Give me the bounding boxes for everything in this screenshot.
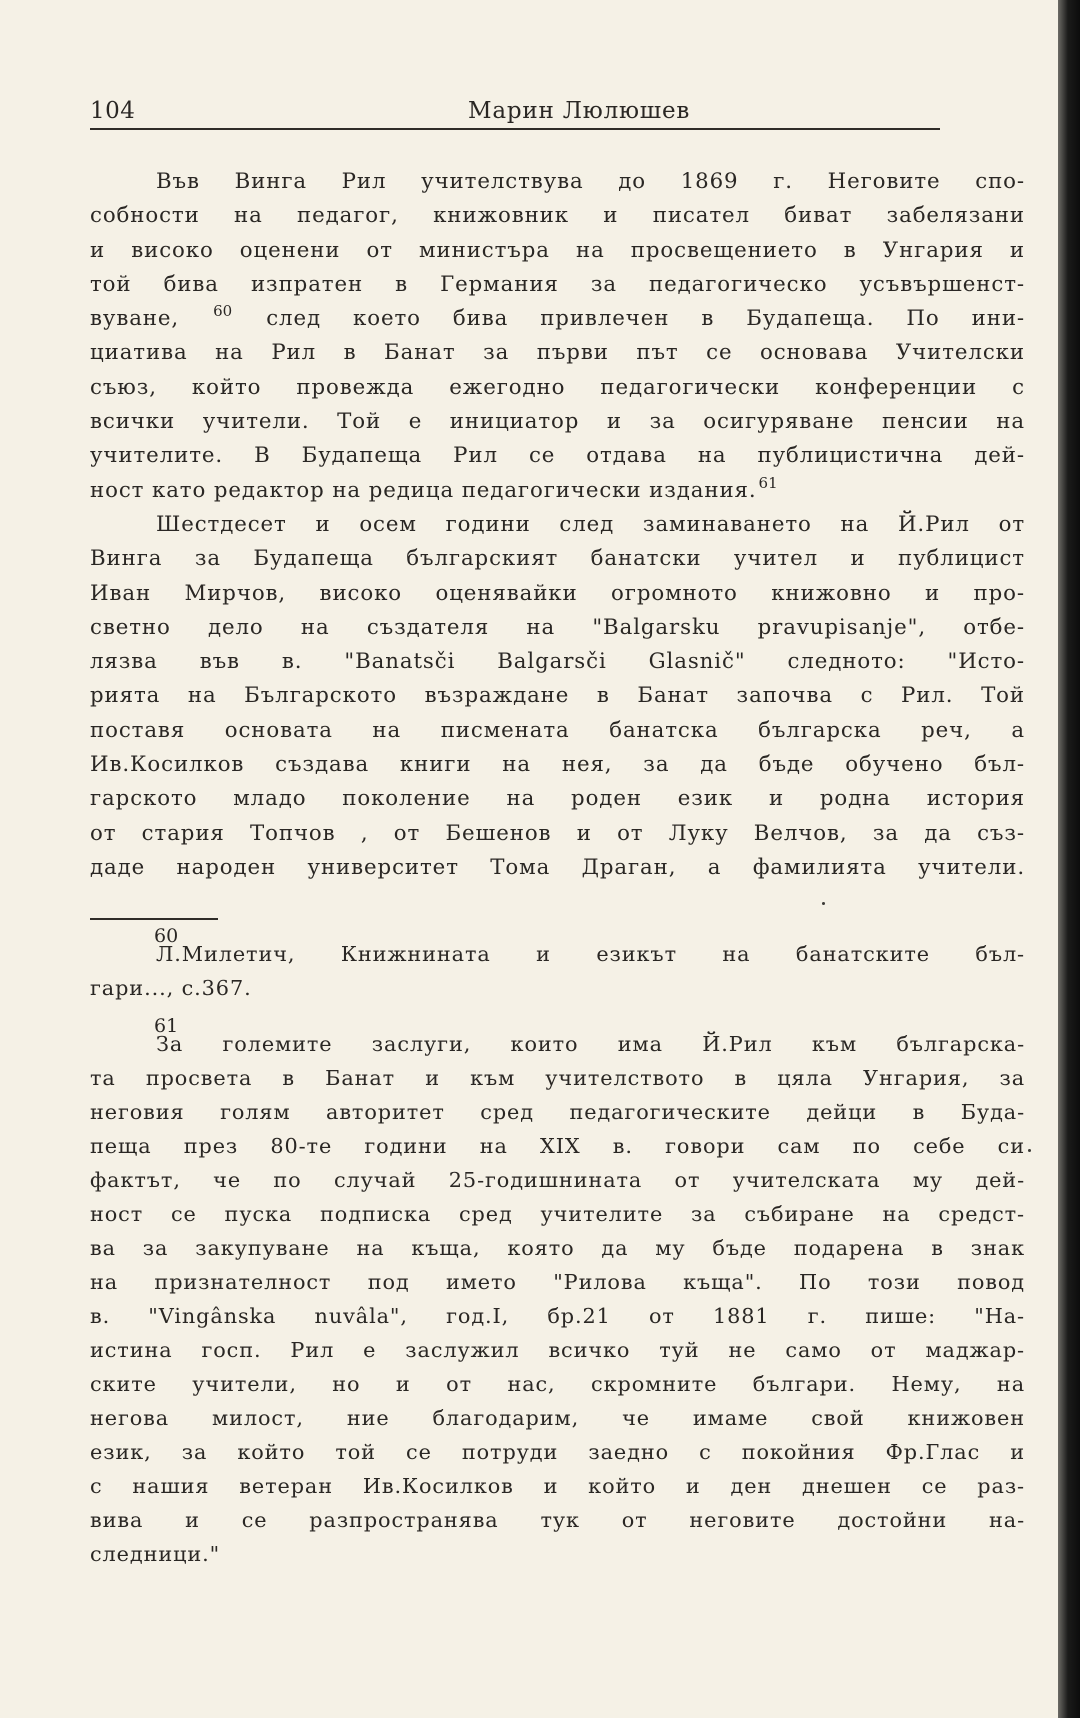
footnote-number: 61 bbox=[154, 1015, 179, 1037]
print-speck bbox=[1028, 1149, 1031, 1152]
text-line: лязва във в. "Banatsči Balgarsči Glasnič" следното: "Исто- bbox=[90, 649, 1025, 675]
footnote-line: Л.Милетич, Книжнината и езикът на банатските бъл- bbox=[156, 942, 1025, 966]
main-text bbox=[90, 165, 1025, 885]
footnote-line: ските учители, но и от нас, скромните българи. Нему, на bbox=[90, 1372, 1025, 1396]
text-line: и високо оценени от министъра на просвещението в Унгария и bbox=[90, 237, 1025, 263]
page-number: 104 bbox=[90, 98, 136, 124]
footnote-line: та просвета в Банат и към учителството в цяла Унгария, за bbox=[90, 1066, 1025, 1090]
text-line: Иван Мирчов, високо оценявайки огромното книжовно и про- bbox=[90, 580, 1025, 606]
text-line: Винга за Будапеща българският банатски учител и публицист bbox=[90, 546, 1025, 572]
footnote-line: истина госп. Рил е заслужил всичко туй не само от маджар- bbox=[90, 1338, 1025, 1362]
text-line: той бива изпратен в Германия за педагогическо усъвършенст- bbox=[90, 271, 1025, 297]
footnote-line: негова милост, ние благодарим, че имаме свой книжовен bbox=[90, 1406, 1025, 1430]
footnote-line: на признателност под името "Рилова къща". По този повод bbox=[90, 1270, 1025, 1294]
footnote-61 bbox=[90, 1015, 1025, 1571]
page-header bbox=[90, 96, 940, 130]
footnote-60 bbox=[90, 925, 1025, 1005]
text-line-with-note bbox=[90, 474, 1025, 508]
text-line: собности на педагог, книжовник и писател биват забелязани bbox=[90, 203, 1025, 229]
text-line: Във Винга Рил учителствува до 1869 г. Неговите спо- bbox=[156, 169, 1025, 194]
footnote-line: ва за закупуване на къща, която да му бъде подарена в знак bbox=[90, 1236, 1025, 1260]
text-line: Ив.Косилков създава книги на нея, за да бъде обучено бъл- bbox=[90, 752, 1025, 778]
text-line: съюз, който провежда ежегодно педагогически конференции с bbox=[90, 374, 1025, 400]
text-fragment: ност като редактор на редица педагогически издания. bbox=[90, 477, 757, 503]
footnote-line: вива и се разпространява тук от неговите достойни на- bbox=[90, 1508, 1025, 1532]
footnote-line: гари..., с.367. bbox=[90, 976, 252, 1000]
footnote-line: с нашия ветеран Ив.Косилков и който и ден днешен се раз- bbox=[90, 1474, 1025, 1498]
book-spine-shadow bbox=[1058, 0, 1080, 1718]
text-line: всички учители. Той е инициатор и за осигуряване пенсии на bbox=[90, 409, 1025, 435]
footnote-line: За големите заслуги, които има Й.Рил към българска- bbox=[156, 1032, 1025, 1056]
print-speck bbox=[822, 902, 825, 905]
footnote-line: пеща през 80-те години на XIX в. говори сам по себе си bbox=[90, 1134, 1025, 1158]
text-line: даде народен университет Тома Драган, а фамилията учители. bbox=[90, 854, 1025, 880]
text-line-with-note bbox=[90, 302, 1025, 336]
text-line: гарското младо поколение на роден език и родна история bbox=[90, 786, 1025, 812]
text-line: от стария Топчов , от Бешенов и от Луку Велчов, за да съз- bbox=[90, 820, 1025, 846]
footnote-line: в. "Vingânska nuvâla", год.I, бр.21 от 1881 г. пише: "На- bbox=[90, 1304, 1025, 1328]
text-fragment: след което бива привлечен в Будапеща. По ини- bbox=[266, 306, 1026, 332]
text-line: светно дело на създателя на "Balgarsku pravupisanje", отбе- bbox=[90, 614, 1025, 640]
text-line: Шестдесет и осем години след заминаването на Й.Рил от bbox=[156, 511, 1025, 537]
text-line: циатива на Рил в Банат за първи път се основава Учителски bbox=[90, 340, 1025, 366]
footnotes bbox=[90, 925, 1025, 1571]
text-fragment: вуване, bbox=[90, 306, 180, 332]
footnote-line: език, за който той се потруди заедно с покойния Фр.Глас и bbox=[90, 1440, 1025, 1464]
text-line: поставя основата на писмената банатска българска реч, а bbox=[90, 717, 1025, 743]
footnote-line: фактът, че по случай 25-годишнината от учителската му дей- bbox=[90, 1168, 1025, 1192]
footnote-line: следници." bbox=[90, 1542, 221, 1566]
text-line: рията на Българското възраждане в Банат започва с Рил. Той bbox=[90, 683, 1025, 709]
footnote-ref-60: 60 bbox=[213, 302, 233, 321]
footnote-ref-61: 61 bbox=[758, 473, 778, 492]
footnote-number: 60 bbox=[154, 925, 179, 947]
text-line: учителите. В Будапеща Рил се отдава на публицистична дей- bbox=[90, 443, 1025, 469]
footnote-line: неговия голям авторитет сред педагогическите дейци в Буда- bbox=[90, 1100, 1025, 1124]
footnote-divider bbox=[90, 918, 218, 920]
running-head: Марин Люлюшев bbox=[468, 98, 691, 124]
footnote-line: ност се пуска подписка сред учителите за събиране на средст- bbox=[90, 1202, 1025, 1226]
